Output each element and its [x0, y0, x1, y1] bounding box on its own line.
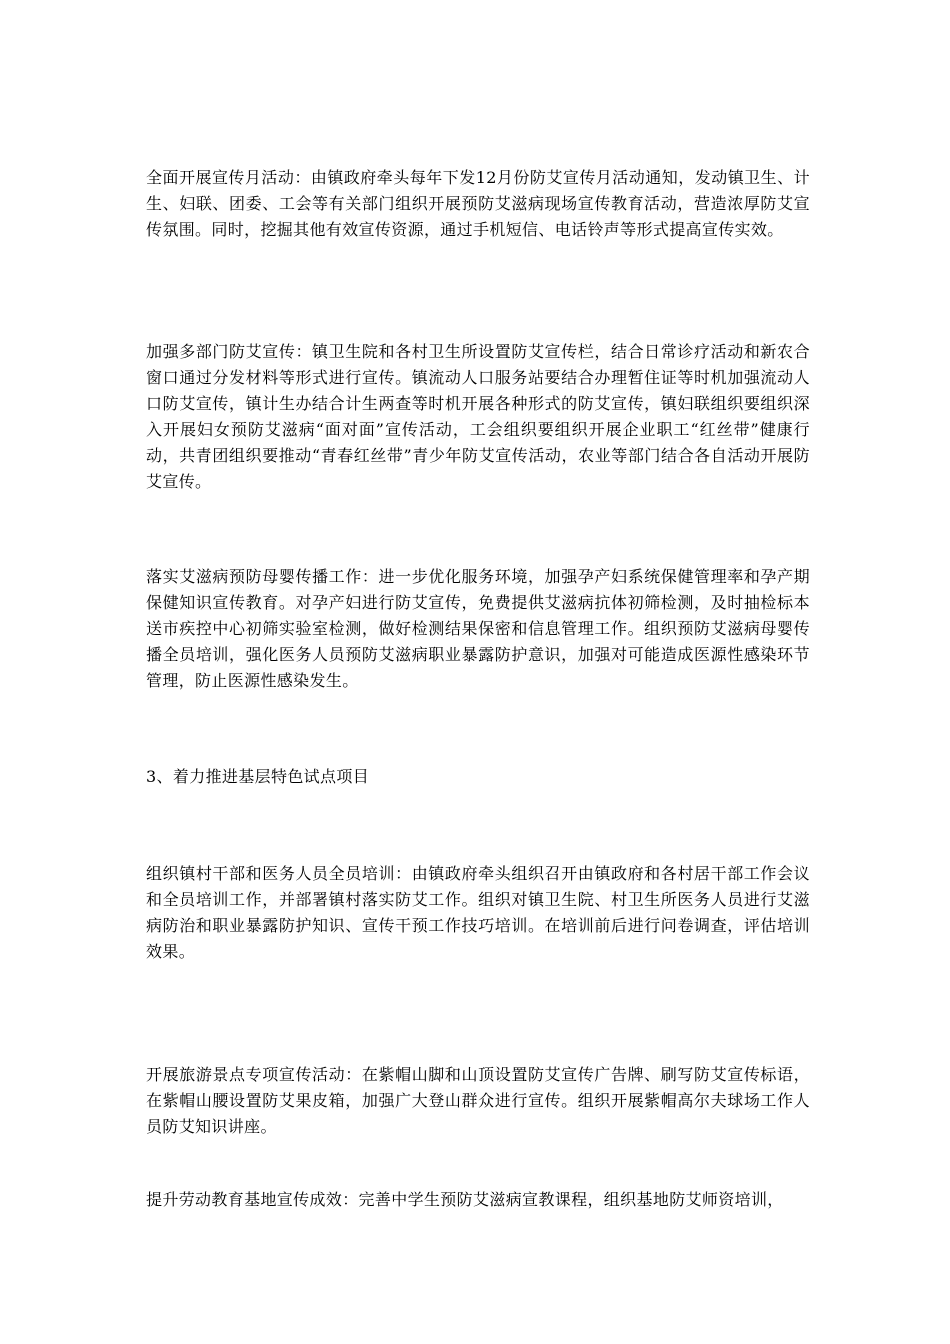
paragraph-tourist-sites: 开展旅游景点专项宣传活动：在紫帽山脚和山顶设置防艾宣传广告牌、刷写防艾宣传标语，在紫帽山腰设置防艾果皮箱，加强广大登山群众进行宣传。组织开展紫帽高尔夫球场工作人员防艾知识讲座。 [146, 1065, 810, 1136]
paragraph-staff-training: 组织镇村干部和医务人员全员培训：由镇政府牵头组织召开由镇政府和各村居干部工作会议和全员培训工作，并部署镇村落实防艾工作。组织对镇卫生院、村卫生所医务人员进行艾滋病防治和职业暴露防护知识、宣传干预工作技巧培训。在培训前后进行问卷调查，评估培训效果。 [146, 864, 810, 961]
paragraph-awareness-month: 全面开展宣传月活动：由镇政府牵头每年下发12月份防艾宣传月活动通知，发动镇卫生、计生、妇联、团委、工会等有关部门组织开展预防艾滋病现场宣传教育活动，营造浓厚防艾宣传氛围。同时，挖掘其他有效宣传资源，通过手机短信、电话铃声等形式提高宣传实效。 [146, 168, 810, 239]
paragraph-labor-education-base: 提升劳动教育基地宣传成效：完善中学生预防艾滋病宣教课程，组织基地防艾师资培训， [146, 1190, 784, 1209]
section-heading-pilot-projects: 3、着力推进基层特色试点项目 [146, 767, 370, 786]
paragraph-multi-department: 加强多部门防艾宣传：镇卫生院和各村卫生所设置防艾宣传栏，结合日常诊疗活动和新农合窗口通过分发材料等形式进行宣传。镇流动人口服务站要结合办理暂住证等时机加强流动人口防艾宣传，镇计生办结合计生两查等时机开展各种形式的防艾宣传，镇妇联组织要组织深入开展妇女预防艾滋病“面对面”宣传活动，工会组织要组织开展企业职工“红丝带”健康行动，共青团组织要推动“青春红丝带”青少年防艾宣传活动，农业等部门结合各自活动开展防艾宣传。 [146, 342, 810, 491]
paragraph-mother-to-child: 落实艾滋病预防母婴传播工作：进一步优化服务环境，加强孕产妇系统保健管理率和孕产期保健知识宣传教育。对孕产妇进行防艾宣传，免费提供艾滋病抗体初筛检测，及时抽检标本送市疾控中心初筛实验室检测，做好检测结果保密和信息管理工作。组织预防艾滋病母婴传播全员培训，强化医务人员预防艾滋病职业暴露防护意识，加强对可能造成医源性感染环节管理，防止医源性感染发生。 [146, 567, 810, 690]
